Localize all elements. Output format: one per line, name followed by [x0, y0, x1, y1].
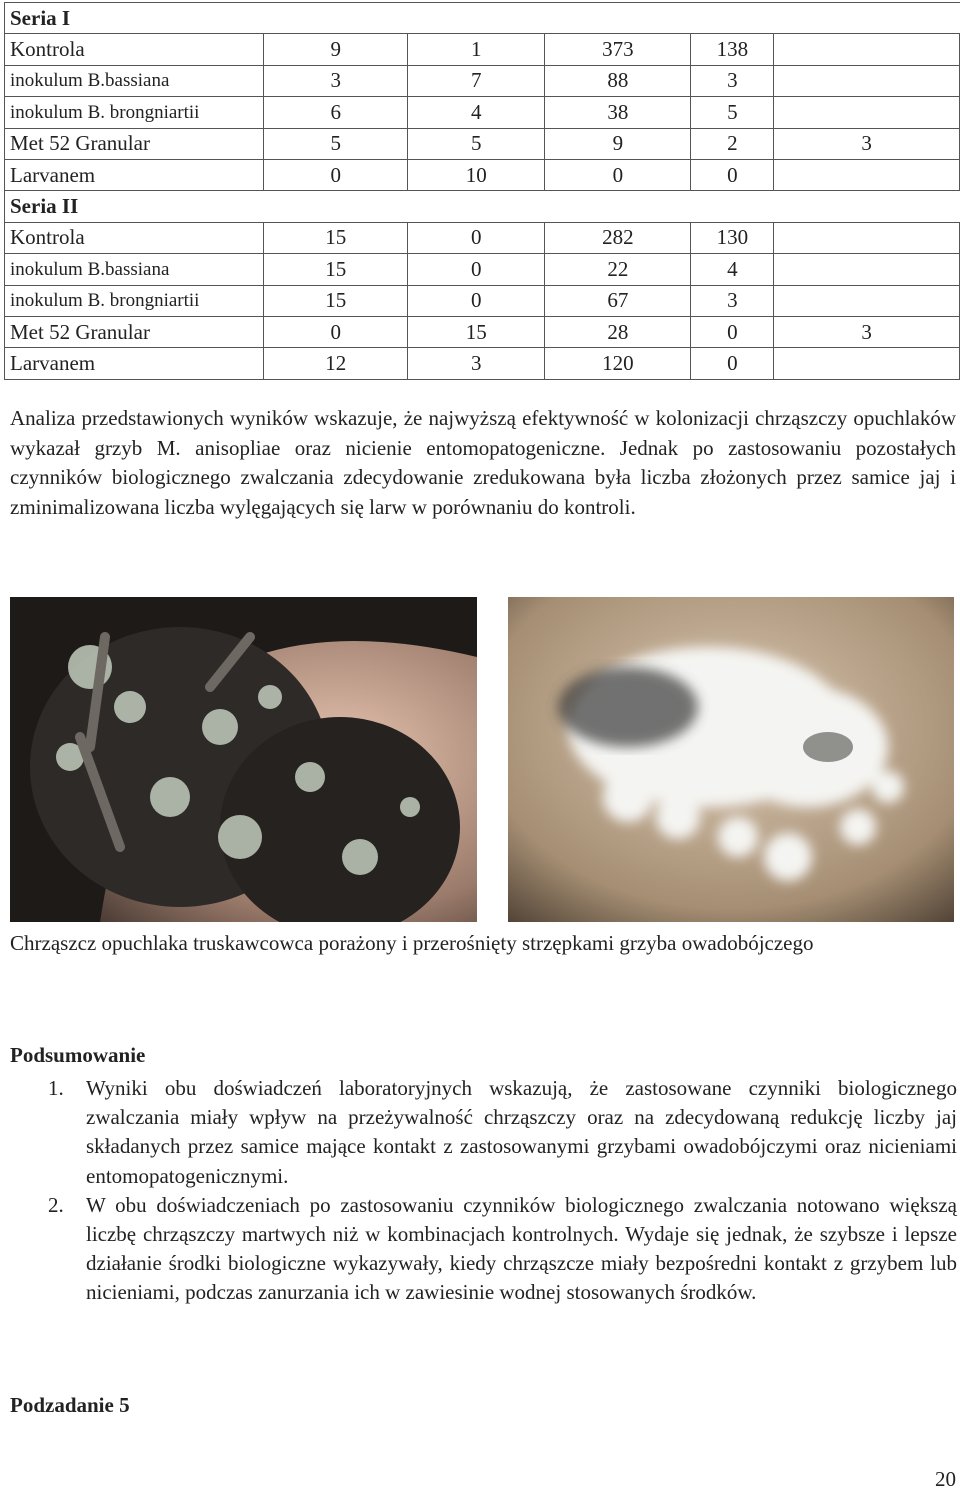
table-cell: 0 — [264, 159, 408, 190]
table-row — [5, 348, 960, 379]
table-cell: 5 — [691, 97, 774, 128]
page-number: 20 — [935, 1467, 956, 1491]
table-cell — [774, 34, 960, 65]
table-cell: 282 — [545, 222, 691, 253]
table-cell: 28 — [545, 316, 691, 347]
summary-item: 1. Wyniki obu doświadczeń laboratoryjnych wskazują, że zastosowane czynniki biologicznego zwalczania miały wpływ na przeżywalność chrząszczy oraz na zdecydowaną redukcję liczby jaj składanych przez samice mające kontakt z zastosowanymi grzybami owadobójczymi oraz nicieniami entomopatogenicznymi. — [48, 1076, 957, 1188]
row-label: inokulum B.bassiana — [5, 254, 264, 285]
table-row — [5, 128, 960, 159]
table-cell: 88 — [545, 65, 691, 96]
series-title: Seria I — [5, 3, 960, 34]
table-cell: 130 — [691, 222, 774, 253]
table-cell: 3 — [774, 316, 960, 347]
table-cell: 0 — [545, 159, 691, 190]
table-cell: 4 — [408, 97, 545, 128]
table-row — [5, 97, 960, 128]
series-row — [5, 191, 960, 222]
table-row — [5, 65, 960, 96]
table-cell: 10 — [408, 159, 545, 190]
analysis-paragraph: Analiza przedstawionych wyników wskazuje, że najwyższą efektywność w kolonizacji chrząszczy opuchlaków wykazał grzyb M. anisopliae oraz nicienie entomopatogeniczne. Jednak po zastosowaniu pozostałych czynników biologicznego zwalczania zdecydowanie zredukowana była liczba złożonych przez samice jaj i zminimalizowana liczba wylęgających się larw w porównaniu do kontroli. — [10, 406, 956, 519]
table-cell: 0 — [408, 222, 545, 253]
row-label: Larvanem — [5, 348, 264, 379]
subtask-heading: Podzadanie 5 — [10, 1393, 130, 1417]
row-label: Met 52 Granular — [5, 128, 264, 159]
table-cell: 15 — [264, 285, 408, 316]
table-cell — [774, 222, 960, 253]
table-cell: 15 — [264, 254, 408, 285]
table-cell: 3 — [408, 348, 545, 379]
row-label: Kontrola — [5, 222, 264, 253]
table-row — [5, 254, 960, 285]
row-label: Met 52 Granular — [5, 316, 264, 347]
table-cell: 9 — [264, 34, 408, 65]
table-cell: 3 — [264, 65, 408, 96]
table-cell: 12 — [264, 348, 408, 379]
table-cell: 120 — [545, 348, 691, 379]
table-cell: 0 — [691, 159, 774, 190]
table-cell: 3 — [691, 285, 774, 316]
table-cell — [774, 254, 960, 285]
table-cell: 0 — [264, 316, 408, 347]
row-label: Kontrola — [5, 34, 264, 65]
table-cell — [774, 65, 960, 96]
table-cell: 4 — [691, 254, 774, 285]
table-cell: 7 — [408, 65, 545, 96]
table-cell — [774, 285, 960, 316]
table-cell: 38 — [545, 97, 691, 128]
row-label: Larvanem — [5, 159, 264, 190]
table-cell — [774, 348, 960, 379]
table-cell: 15 — [408, 316, 545, 347]
table-cell — [774, 159, 960, 190]
series-title: Seria II — [5, 191, 960, 222]
table-cell: 3 — [691, 65, 774, 96]
table-row — [5, 222, 960, 253]
row-label: inokulum B.bassiana — [5, 65, 264, 96]
table-cell: 0 — [691, 348, 774, 379]
results-table — [4, 2, 960, 380]
table-cell: 1 — [408, 34, 545, 65]
summary-heading: Podsumowanie — [10, 1043, 146, 1067]
series-row — [5, 3, 960, 34]
table-cell: 0 — [408, 285, 545, 316]
weevil-photo-infected — [10, 597, 477, 922]
table-cell: 3 — [774, 128, 960, 159]
table-cell: 15 — [264, 222, 408, 253]
table-cell: 0 — [691, 316, 774, 347]
table-cell: 5 — [408, 128, 545, 159]
table-cell: 373 — [545, 34, 691, 65]
table-row — [5, 316, 960, 347]
table-row — [5, 34, 960, 65]
table-cell: 9 — [545, 128, 691, 159]
table-cell: 5 — [264, 128, 408, 159]
table-row — [5, 285, 960, 316]
summary-item: 2. W obu doświadczeniach po zastosowaniu czynników biologicznego zwalczania notowano większą liczbę chrząszczy martwych niż w kombinacjach kontrolnych. Wydaje się jednak, że szybsze i lepsze działanie środki biologiczne wykazywały, kiedy chrząszcze miały bezpośredni kontakt z grzybem lub nicieniami, podczas zanurzania ich w zawiesinie wodnej stosowanych środków. — [48, 1192, 957, 1305]
row-label: inokulum B. brongniartii — [5, 97, 264, 128]
table-cell: 138 — [691, 34, 774, 65]
table-cell: 6 — [264, 97, 408, 128]
photo-caption: Chrząszcz opuchlaka truskawcowca porażony i przerośnięty strzępkami grzyba owadobójczego — [10, 931, 814, 955]
summary-list — [10, 1074, 957, 1308]
table-cell: 22 — [545, 254, 691, 285]
table-row — [5, 159, 960, 190]
weevil-photo-mycelium — [508, 597, 954, 922]
table-cell — [774, 97, 960, 128]
table-cell: 2 — [691, 128, 774, 159]
row-label: inokulum B. brongniartii — [5, 285, 264, 316]
table-cell: 0 — [408, 254, 545, 285]
table-cell: 67 — [545, 285, 691, 316]
